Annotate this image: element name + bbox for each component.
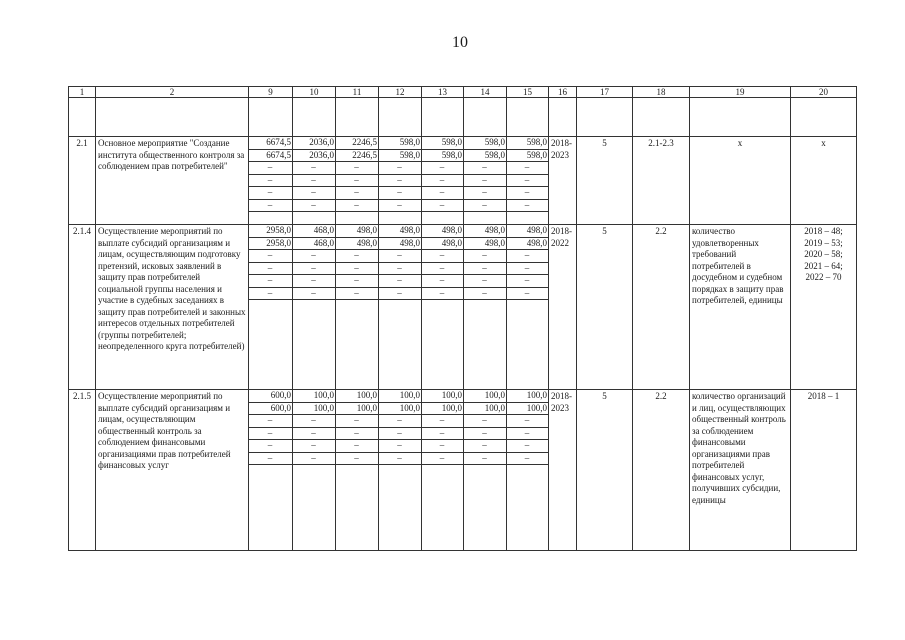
finance-column: [507, 225, 549, 390]
period: 2018-2023: [549, 390, 577, 551]
col-17: 5: [577, 390, 633, 551]
header-cell: 14: [464, 87, 507, 98]
finance-column: [249, 390, 293, 551]
finance-value: 600,0: [249, 403, 292, 416]
finance-value: 598,0: [422, 137, 463, 150]
target-values: х: [791, 137, 857, 225]
finance-value: 598,0: [464, 137, 506, 150]
finance-column: [422, 390, 464, 551]
finance-value: –: [293, 162, 335, 175]
finance-value: 498,0: [422, 225, 463, 238]
empty-row: [69, 98, 857, 137]
finance-value: 498,0: [336, 225, 378, 238]
finance-column: [507, 137, 549, 225]
target-value: 2020 – 58;: [804, 249, 843, 259]
finance-value: –: [507, 440, 548, 453]
finance-value: –: [422, 175, 463, 188]
finance-value: 100,0: [464, 403, 506, 416]
finance-column: [293, 390, 336, 551]
finance-value: –: [379, 175, 421, 188]
finance-value: –: [379, 200, 421, 213]
col-17: 5: [577, 225, 633, 390]
col-18: 2.1-2.3: [633, 137, 690, 225]
finance-value: –: [464, 453, 506, 466]
finance-value: –: [422, 453, 463, 466]
finance-value: –: [293, 263, 335, 276]
finance-column: [422, 137, 464, 225]
target-value: 2022 – 70: [805, 272, 842, 282]
target-value: 2021 – 64;: [804, 260, 843, 271]
finance-value: 598,0: [379, 137, 421, 150]
period: 2018-2023: [549, 137, 577, 225]
finance-value: –: [336, 288, 378, 301]
finance-value: –: [379, 288, 421, 301]
finance-column: [293, 225, 336, 390]
finance-value: –: [422, 428, 463, 441]
finance-value: –: [249, 263, 292, 276]
finance-column: [336, 137, 379, 225]
finance-value: 100,0: [293, 403, 335, 416]
table-row: [69, 390, 857, 551]
finance-value: –: [464, 288, 506, 301]
finance-value: 498,0: [379, 225, 421, 238]
header-row: [69, 87, 857, 98]
finance-value: –: [293, 187, 335, 200]
row-number: 2.1: [69, 137, 96, 225]
header-cell: 12: [379, 87, 422, 98]
finance-column: [379, 225, 422, 390]
finance-value: –: [464, 440, 506, 453]
finance-value: –: [336, 187, 378, 200]
finance-value: 498,0: [507, 225, 548, 238]
finance-value: –: [293, 250, 335, 263]
finance-value: –: [422, 187, 463, 200]
finance-value: –: [464, 187, 506, 200]
finance-value: –: [464, 175, 506, 188]
finance-value: –: [336, 428, 378, 441]
finance-value: –: [379, 263, 421, 276]
finance-value: –: [464, 428, 506, 441]
finance-value: –: [336, 200, 378, 213]
indicator: количество организаций и лиц, осуществляющих общественный контроль за соблюдением финансовыми организациями прав потребителей финансовых услуг, получивших субсидии, единицы: [690, 390, 791, 551]
target-values: [791, 225, 857, 390]
period: 2018-2022: [549, 225, 577, 390]
finance-value: 598,0: [379, 150, 421, 163]
finance-value: –: [336, 275, 378, 288]
finance-value: –: [293, 200, 335, 213]
finance-value: –: [336, 162, 378, 175]
finance-value: 600,0: [249, 390, 292, 403]
finance-value: –: [422, 275, 463, 288]
finance-column: [336, 225, 379, 390]
finance-value: –: [422, 288, 463, 301]
finance-value: 2036,0: [293, 150, 335, 163]
finance-value: –: [293, 415, 335, 428]
finance-value: –: [293, 275, 335, 288]
finance-value: –: [293, 288, 335, 301]
finance-value: –: [249, 187, 292, 200]
finance-value: –: [422, 440, 463, 453]
finance-value: –: [249, 453, 292, 466]
table-row: [69, 225, 857, 390]
header-cell: 18: [633, 87, 690, 98]
row-name: Осуществление мероприятий по выплате субсидий организациям и лицам, осуществляющим общественный контроль за соблюдением финансовыми организациями прав потребителей финансовых услуг: [96, 390, 249, 551]
finance-value: 100,0: [379, 403, 421, 416]
target-value: 2018 – 48;: [804, 226, 843, 236]
finance-value: 100,0: [336, 390, 378, 403]
finance-value: –: [336, 453, 378, 466]
finance-value: 100,0: [336, 403, 378, 416]
finance-value: 498,0: [336, 238, 378, 251]
finance-value: –: [464, 162, 506, 175]
header-cell: 17: [577, 87, 633, 98]
finance-value: –: [379, 415, 421, 428]
finance-value: 100,0: [379, 390, 421, 403]
finance-value: 598,0: [507, 150, 548, 163]
finance-value: –: [422, 415, 463, 428]
finance-value: –: [249, 428, 292, 441]
finance-column: [249, 225, 293, 390]
finance-value: –: [379, 453, 421, 466]
finance-value: –: [464, 200, 506, 213]
header-cell: 19: [690, 87, 791, 98]
program-table: [68, 86, 857, 551]
finance-column: [379, 137, 422, 225]
finance-value: –: [507, 288, 548, 301]
row-name: Осуществление мероприятий по выплате субсидий организациям и лицам, осуществляющим подготовку претензий, исковых заявлений в защиту прав потребителей социальной группы населения и участие в судебных заседаниях в защиту прав потребителей и законных интересов отдельных потребителей (группы потребителей; неопределенного круга потребителей): [96, 225, 249, 390]
finance-value: –: [464, 250, 506, 263]
finance-value: 2036,0: [293, 137, 335, 150]
finance-column: [464, 225, 507, 390]
finance-value: 498,0: [422, 238, 463, 251]
finance-value: –: [379, 187, 421, 200]
finance-value: 498,0: [464, 225, 506, 238]
header-cell: 10: [293, 87, 336, 98]
finance-value: –: [422, 200, 463, 213]
finance-value: –: [249, 288, 292, 301]
finance-value: –: [293, 440, 335, 453]
finance-value: –: [507, 415, 548, 428]
table-row: [69, 137, 857, 225]
finance-value: 498,0: [379, 238, 421, 251]
finance-value: –: [464, 263, 506, 276]
header-cell: 15: [507, 87, 549, 98]
finance-value: –: [249, 415, 292, 428]
finance-value: 6674,5: [249, 150, 292, 163]
col-17: 5: [577, 137, 633, 225]
page-number: 10: [452, 34, 468, 51]
finance-value: –: [249, 250, 292, 263]
finance-column: [379, 390, 422, 551]
finance-value: –: [249, 200, 292, 213]
finance-value: 598,0: [422, 150, 463, 163]
row-name: Основное мероприятие "Создание института общественного контроля за соблюдением прав потребителей": [96, 137, 249, 225]
finance-value: 2958,0: [249, 238, 292, 251]
finance-value: –: [507, 175, 548, 188]
header-cell: 13: [422, 87, 464, 98]
finance-value: –: [249, 162, 292, 175]
finance-value: –: [507, 428, 548, 441]
finance-value: –: [336, 175, 378, 188]
target-value: 2018 – 1: [807, 391, 840, 401]
indicator: х: [690, 137, 791, 225]
finance-value: –: [507, 275, 548, 288]
finance-value: 6674,5: [249, 137, 292, 150]
finance-value: –: [249, 440, 292, 453]
finance-value: 2958,0: [249, 225, 292, 238]
indicator: количество удовлетворенных требований потребителей в досудебном и судебном порядках в защиту прав потребителей, единицы: [690, 225, 791, 390]
header-cell: 9: [249, 87, 293, 98]
target-values: [791, 390, 857, 551]
finance-value: –: [507, 453, 548, 466]
finance-value: –: [507, 200, 548, 213]
finance-column: [293, 137, 336, 225]
finance-value: 468,0: [293, 225, 335, 238]
finance-value: 100,0: [422, 403, 463, 416]
finance-value: –: [249, 175, 292, 188]
finance-value: –: [464, 275, 506, 288]
finance-value: –: [379, 440, 421, 453]
finance-value: 2246,5: [336, 150, 378, 163]
finance-value: 100,0: [464, 390, 506, 403]
finance-value: –: [379, 428, 421, 441]
finance-value: –: [336, 415, 378, 428]
target-value: 2019 – 53;: [804, 237, 843, 248]
finance-value: 2246,5: [336, 137, 378, 150]
finance-value: –: [422, 250, 463, 263]
header-cell: 1: [69, 87, 96, 98]
row-number: 2.1.5: [69, 390, 96, 551]
col-18: 2.2: [633, 225, 690, 390]
finance-value: 100,0: [507, 403, 548, 416]
finance-value: –: [293, 175, 335, 188]
finance-value: –: [507, 162, 548, 175]
finance-column: [336, 390, 379, 551]
header-cell: 20: [791, 87, 857, 98]
finance-value: 498,0: [507, 238, 548, 251]
finance-value: 100,0: [293, 390, 335, 403]
finance-value: –: [336, 263, 378, 276]
finance-value: 498,0: [464, 238, 506, 251]
header-cell: 11: [336, 87, 379, 98]
finance-value: –: [249, 275, 292, 288]
finance-column: [507, 390, 549, 551]
header-cell: 2: [96, 87, 249, 98]
finance-value: 598,0: [507, 137, 548, 150]
header-cell: 16: [549, 87, 577, 98]
finance-value: –: [379, 162, 421, 175]
finance-value: –: [336, 250, 378, 263]
finance-value: –: [464, 415, 506, 428]
finance-column: [464, 390, 507, 551]
finance-column: [249, 137, 293, 225]
finance-value: –: [507, 250, 548, 263]
finance-value: –: [336, 440, 378, 453]
finance-value: –: [422, 162, 463, 175]
finance-value: –: [379, 250, 421, 263]
finance-value: –: [507, 187, 548, 200]
finance-value: –: [422, 263, 463, 276]
finance-value: –: [293, 428, 335, 441]
row-number: 2.1.4: [69, 225, 96, 390]
finance-value: –: [293, 453, 335, 466]
finance-value: –: [507, 263, 548, 276]
finance-value: 100,0: [422, 390, 463, 403]
finance-value: 100,0: [507, 390, 548, 403]
col-18: 2.2: [633, 390, 690, 551]
finance-column: [422, 225, 464, 390]
finance-value: –: [379, 275, 421, 288]
finance-value: 468,0: [293, 238, 335, 251]
finance-column: [464, 137, 507, 225]
finance-value: 598,0: [464, 150, 506, 163]
